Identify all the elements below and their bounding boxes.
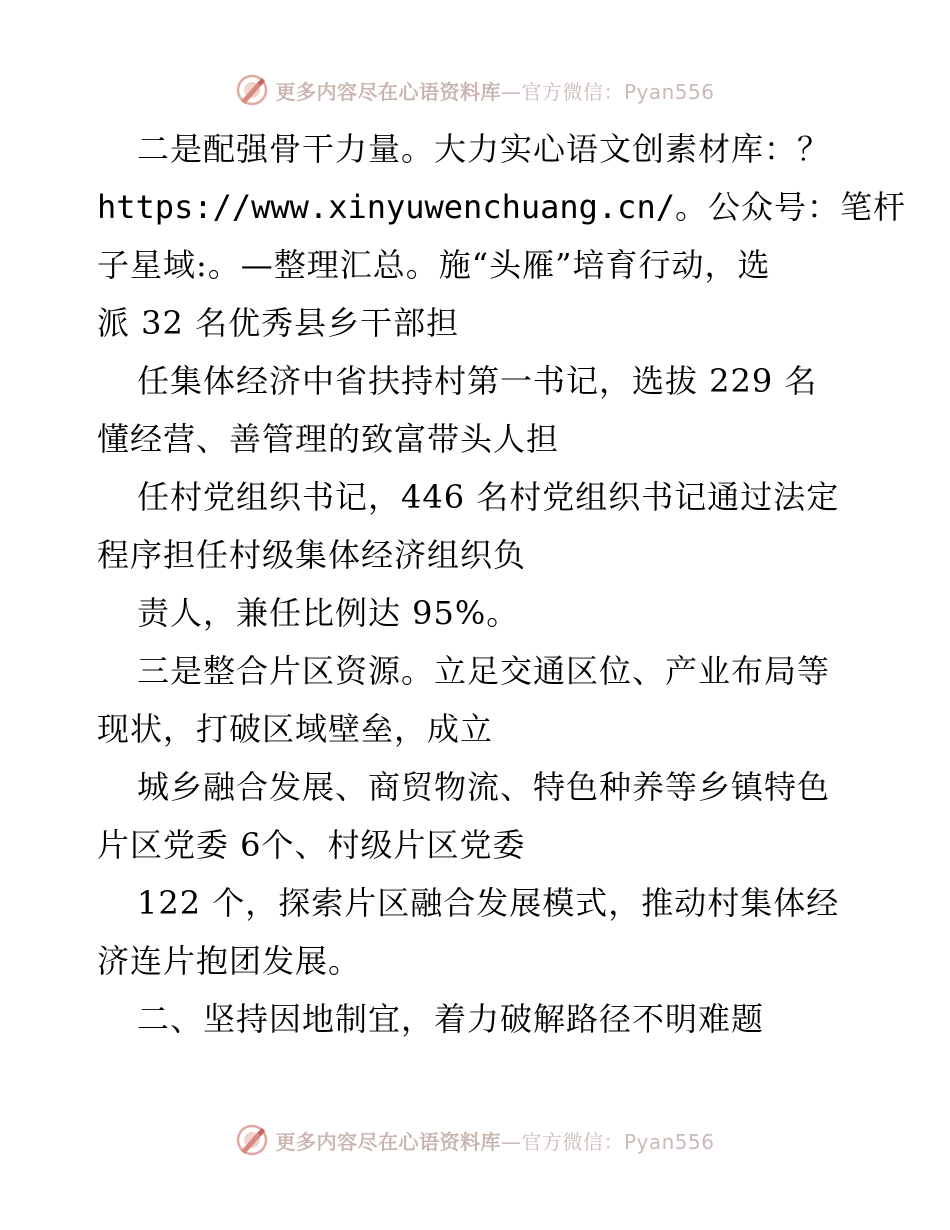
- text-line: 派 32 名优秀县乡干部担: [97, 304, 460, 342]
- section-heading: 二、坚持因地制宜，着力破解路径不明难题: [137, 1000, 765, 1038]
- footer-banner-text: [275, 1126, 714, 1155]
- text-line: 片区党委 6个、村级片区党委: [97, 826, 526, 864]
- text-line: [97, 178, 906, 236]
- text-line: 济连片抱团发展。: [97, 942, 362, 980]
- footer-banner-wechat: —官方微信：Pyan556: [500, 1129, 715, 1154]
- text-line: 二是配强骨干力量。大力实心语文创素材库：？: [137, 130, 831, 168]
- text-line: 三是整合片区资源。立足交通区位、产业布局等: [137, 652, 831, 690]
- url-text: https://www.xinyuwenchuang.cn/: [97, 188, 675, 226]
- pen-logo-icon: [235, 73, 269, 107]
- header-banner-library: 更多内容尽在心语资料库: [275, 79, 501, 104]
- header-banner-text: [275, 76, 714, 105]
- text-line: 子星域:。—整理汇总。施“头雁”培育行动，选: [97, 246, 771, 284]
- text-line: 122 个，探索片区融合发展模式，推动村集体经: [137, 884, 840, 922]
- text-line: 懂经营、善管理的致富带头人担: [97, 420, 560, 458]
- text-line: 现状，打破区域壁垒，成立: [97, 710, 494, 748]
- text-line: 程序担任村级集体经济组织负: [97, 536, 527, 574]
- footer-banner-library: 更多内容尽在心语资料库: [275, 1129, 501, 1154]
- footer-banner: [0, 1120, 950, 1160]
- pen-logo-icon: [235, 1123, 269, 1157]
- header-banner: [0, 70, 950, 110]
- text-line: 任村党组织书记，446 名村党组织书记通过法定: [137, 478, 840, 516]
- header-banner-wechat: —官方微信：Pyan556: [500, 79, 715, 104]
- text-line: 城乡融合发展、商贸物流、特色种养等乡镇特色: [137, 768, 831, 806]
- text-line-tail: 。公众号：笔杆: [674, 188, 906, 226]
- text-line: 任集体经济中省扶持村第一书记，选拔 229 名: [137, 362, 818, 400]
- document-body: [97, 120, 906, 1048]
- text-line: 责人，兼任比例达 95%。: [137, 594, 520, 632]
